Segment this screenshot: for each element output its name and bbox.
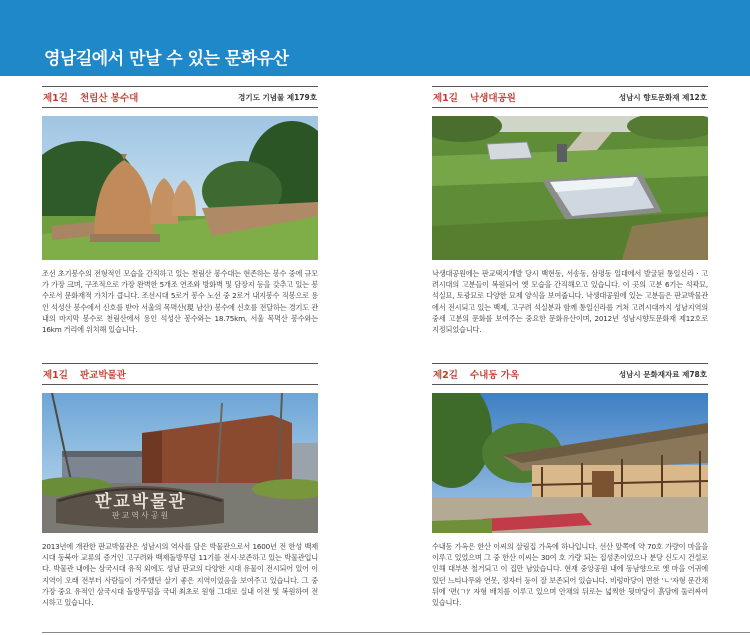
heritage-card-cheonrimsan xyxy=(42,86,318,335)
heritage-description: 수내동 가옥은 한산 이씨의 살림집 가옥에 하나입니다. 선산 앞쪽에 약 70호 가량이 마을을 이루고 있었으며 그 중 한산 이씨는 30여 호 가량 되는 집성촌이었으나 분당 신도시 건설로 인해 대부분 철거되고 이 집만 남았습니다. 현재 중앙공원 내에 동남향으로 옛 마을 어귀에 있던 느티나무와 연못, 정자터 등이 잘 보존되어 있습니다. 비렁마당이 면한 'ㄴ'자형 문간채 뒤에 '편(ㄱ)' 자형 배치를 이루고 있으며 안채의 뒤로는 넓찍한 뒷마당이 흙담에 둘러싸여 있습니다. xyxy=(432,542,708,608)
heritage-designation: 성남시 향토문화재 제12호 xyxy=(618,92,707,102)
heritage-description: 2013년에 개관한 판교박물관은 성남시의 역사를 담은 박물관으로서 1600년 전 한성 백제시대 동북아 교류의 증거인 고구려와 백제돌방무덤 11기를 전시·보존하고 있는 박물관입니다. 박물관 내에는 삼국시대 유적 외에도 성남 판교의 다양한 시대 유물이 전시되어 있어 이 지역이 오래 전부터 사람들이 거주했던 살기 좋은 지역이었음을 보여주고 있습니다. 그 중 가장 중요 유적인 삼국시대 돌방무덤을 국내 최초로 원형 그대로 실내 이전 및 복원하여 전시하고 있습니다. xyxy=(42,542,318,608)
section-title: 영남길에서 만날 수 있는 문화유산 xyxy=(44,49,289,69)
trail-number: 제1길 xyxy=(43,93,68,104)
heritage-description: 조선 초기봉수의 전형적인 모습을 간직하고 있는 천림산 봉수대는 현존하는 봉수 중에 규모가 가장 크며, 구조적으로 가장 완벽한 5개조 연조와 방화벽 및 담장지 등을 갖추고 있는 봉수로서 문화재적 가치가 큽니다. 조선시대 5로거 봉수 노선 중 2로거 내지봉수 직봉으로 용인 석성산 봉수에서 신호를 받아 서울의 목멱산(現 남산) 봉수에 신호를 전달하는 경기도 관내의 마지막 봉수로 천림산에서 용인 석성산 봉수와는 18.75km, 서울 목멱산 봉수와는 16km 거리에 위치해 있습니다. xyxy=(42,269,318,335)
section-banner xyxy=(0,0,750,76)
museum-sign-sub: 판교역사공원 xyxy=(111,511,171,520)
card-header xyxy=(432,363,708,385)
heritage-designation: 경기도 기념물 제179호 xyxy=(238,92,317,102)
trail-number: 제2길 xyxy=(433,370,458,381)
park-tombs-photo xyxy=(432,116,708,260)
bottom-divider xyxy=(42,632,750,633)
heritage-name: 수내동 가옥 xyxy=(469,370,520,381)
heritage-name: 천림산 봉수대 xyxy=(79,93,139,104)
heritage-card-sunaedong-house xyxy=(432,363,708,608)
heritage-name: 낙생대공원 xyxy=(469,93,516,104)
heritage-designation: 성남시 문화재자료 제78호 xyxy=(618,369,707,379)
museum-sign-main: 판교박물관 xyxy=(94,492,188,512)
card-header xyxy=(432,86,708,108)
beacon-tower-photo xyxy=(42,116,318,260)
heritage-card-naksaengdae xyxy=(432,86,708,335)
heritage-description: 낙생대공원에는 판교택지개발 당시 백현동, 서송동, 삼평동 일대에서 발굴된 통일신라 · 고려시대의 고분들이 복원되어 옛 모습을 간직해오고 있습니다. 이 곳의 고분 6기는 석곽묘, 석실묘, 토광묘로 다양한 묘제 양식을 보여줍니다. 낙생대공원에 있는 고분들은 판교박물관에서 전시되고 있는 백제, 고구려 석실분과 함께 통일신라를 거쳐 고려시대까지 성남지역의 중세 고분의 문화를 보여주는 중요한 문화유산이며, 2012년 성남시향토문화재 제12호로 지정되었습니다. xyxy=(432,269,708,335)
trail-number: 제1길 xyxy=(433,93,458,104)
heritage-card-pangyo-museum xyxy=(42,363,318,608)
card-header xyxy=(42,86,318,108)
museum-photo xyxy=(42,393,318,533)
traditional-house-photo xyxy=(432,393,708,533)
trail-number: 제1길 xyxy=(43,370,68,381)
heritage-name: 판교박물관 xyxy=(79,370,126,381)
card-header xyxy=(42,363,318,385)
